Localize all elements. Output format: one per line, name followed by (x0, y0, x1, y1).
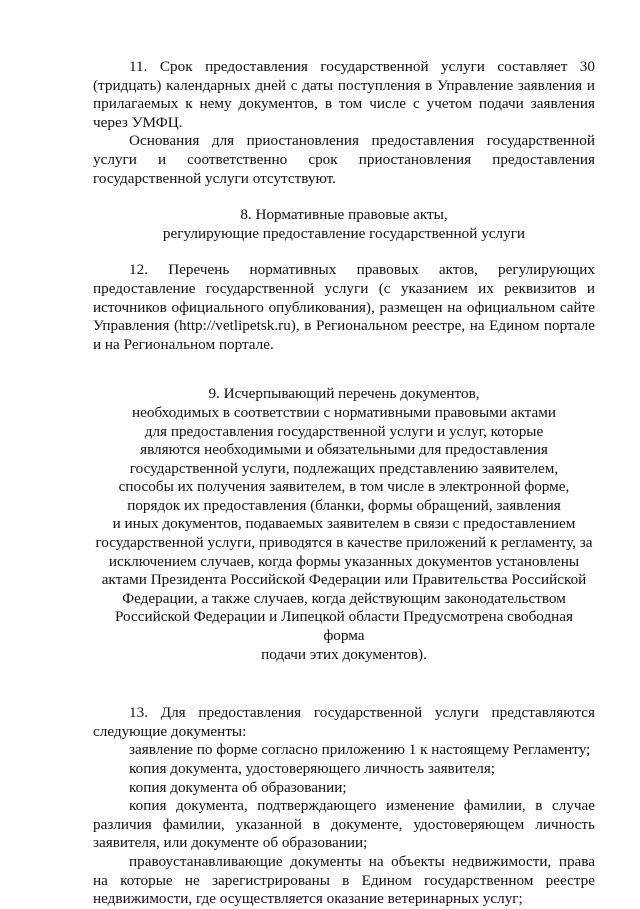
heading-line: Федерации, а также случаев, когда действующим законодательством (122, 589, 566, 607)
list-item: копия документа об образовании; (129, 778, 347, 796)
heading-line: Российской Федерации и Липецкой области Предусмотрена свободная форма (114, 608, 574, 645)
heading-line: государственной услуги, подлежащих представлению заявителем, (129, 459, 559, 477)
heading-line: исключением случаев, когда формы указанных документов установлены (108, 552, 580, 570)
list-item: копия документа, подтверждающего изменение фамилии, в случае различия фамилии, указанной в документе, удостоверяющем личность заявителя, или документе об образовании; (93, 797, 595, 852)
documents-list (93, 741, 595, 908)
heading-line: необходимых в соответствии с нормативными правовыми актами (132, 403, 556, 421)
heading-line: способы их получения заявителем, в том числе в электронной форме, (118, 478, 570, 496)
heading-line: актами Президента Российской Федерации или Правительства Российской (101, 571, 587, 589)
heading-line: 9. Исчерпывающий перечень документов, (208, 385, 480, 403)
list-item: правоустанавливающие документы на объекты недвижимости, права на которые не зарегистрированы в Едином государственном реестре недвижимости, где осуществляется оказание ветеринарных услуг; (93, 852, 595, 908)
paragraph-11-suspension: Основания для приостановления предоставления государственной услуги и соответственно срок приостановления предоставления государственной услуги отсутствуют. (93, 132, 595, 187)
section-9-heading (93, 385, 595, 664)
paragraph-13: 13. Для предоставления государственной услуги представляются следующие документы: (93, 704, 595, 740)
heading-line: являются необходимыми и обязательными для предоставления (140, 441, 548, 459)
document-page (93, 58, 595, 909)
heading-line: порядок их предоставления (бланки, формы обращений, заявления (127, 496, 561, 514)
heading-line: регулирующие предоставление государственной услуги (162, 224, 526, 242)
list-item: копия документа, удостоверяющего личность заявителя; (129, 760, 496, 777)
heading-line: 8. Нормативные правовые акты, (240, 206, 448, 224)
paragraph-12: 12. Перечень нормативных правовых актов, регулирующих предоставление государственной услуги (с указанием их реквизитов и источников официального опубликования), размещен на официальном сайте Управления (http://vetlipetsk.ru), в Региональном реестре, на Едином портале и на Региональном портале. (93, 261, 595, 353)
heading-line: государственной услуги, приводятся в качестве приложений к регламенту, за (95, 534, 593, 552)
section-8-heading (93, 206, 595, 243)
heading-line: подачи этих документов). (261, 645, 427, 663)
list-item: заявление по форме согласно приложению 1 к настоящему Регламенту; (129, 741, 591, 759)
heading-line: для предоставления государственной услуги и услуг, которые (144, 422, 544, 440)
heading-line: и иных документов, подаваемых заявителем в связи с предоставлением (112, 515, 576, 533)
paragraph-11: 11. Срок предоставления государственной услуги составляет 30 (тридцать) календарных дней с даты поступления в Управление заявления и прилагаемых к нему документов, в том числе с учетом подачи заявления через УМФЦ. (93, 58, 595, 131)
